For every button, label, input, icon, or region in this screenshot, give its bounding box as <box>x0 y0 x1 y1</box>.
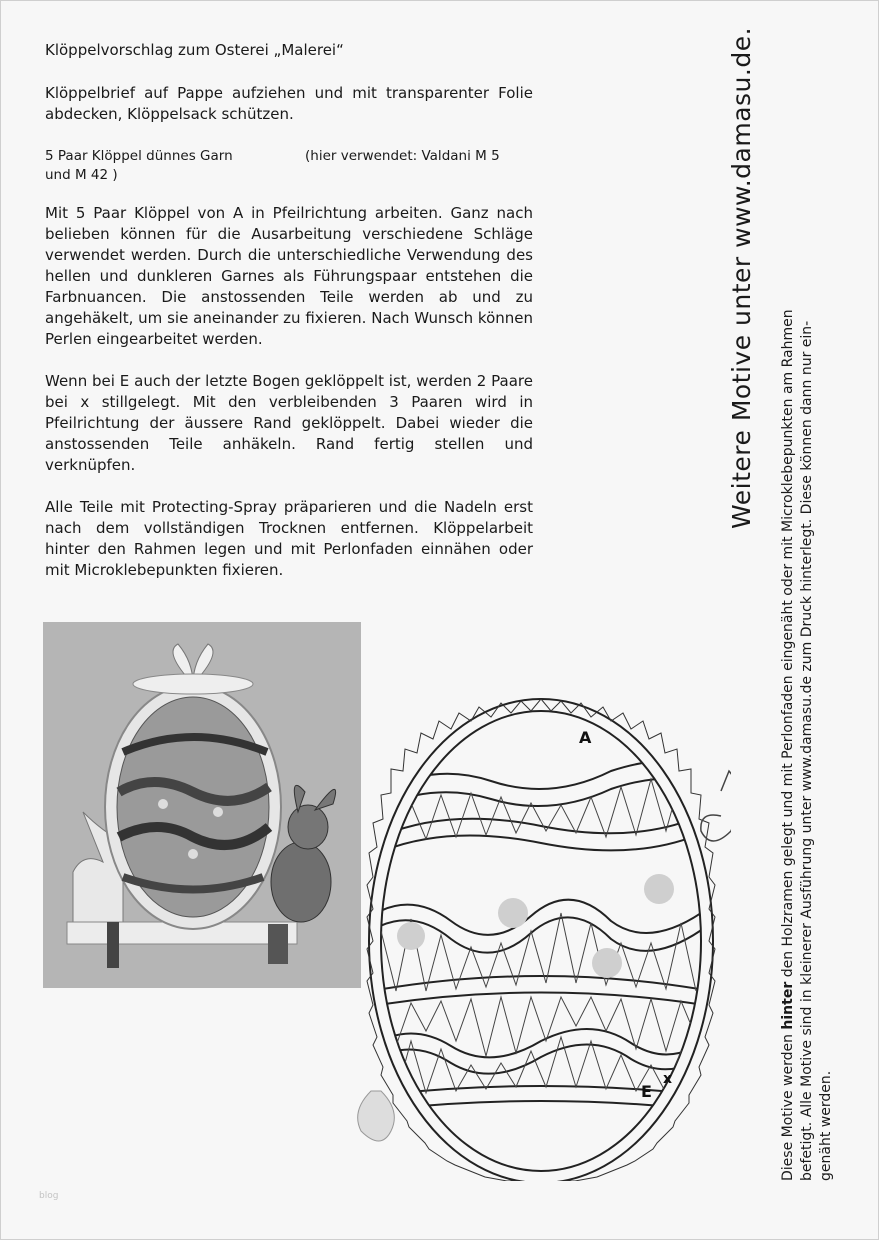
pattern-label-mark: x <box>663 1071 673 1087</box>
pattern-label-start: A <box>579 728 592 747</box>
sidebar-line-2: befetigt. Alle Motive sind in kleinerer Ausführung unter www.damasu.de zum Druck hinterlegt. Diese können dann nur ein- <box>799 320 815 1181</box>
instructions-paragraph-1: Mit 5 Paar Klöppel von A in Pfeilrichtung arbeiten. Ganz nach belieben können für die Ausarbeitung verschiedene Schläge verwendet werden. Durch die unterschiedliche Verwendung des hellen und dunkleren Garnes als Führungspaar entstehen die Farbnuancen. Die anstossenden Teile werden ab und zu angehäkelt, um sie aneinander zu fixieren. Nach Wunsch können Perlen eingearbeitet werden. <box>45 204 533 348</box>
materials-note <box>45 147 533 185</box>
footer-watermark: blog <box>39 1191 59 1201</box>
materials-used-cont: und M 42 ) <box>45 167 118 183</box>
instructions-paragraph-3: Alle Teile mit Protecting-Spray präparieren und die Nadeln erst nach dem vollständigen Trocknen entfernen. Klöppelarbeit hinter den Rahmen legen und mit Perlonfaden einnähen oder mit Microklebepunkten fixieren. <box>45 498 533 579</box>
egg-pattern-drawing <box>351 691 731 1181</box>
materials-pairs: 5 Paar Klöppel dünnes Garn <box>45 148 233 164</box>
egg-frame-photo-image <box>43 622 361 988</box>
sidebar-headline: Weitere Motive unter www.damasu.de. <box>727 26 756 529</box>
document-title: Klöppelvorschlag zum Osterei „Malerei“ <box>45 41 344 59</box>
sidebar-line-1: Diese Motive werden hinter den Holzramen gelegt und mit Perlonfaden eingenäht oder mit Microklebepunkten am Rahmen <box>780 309 796 1181</box>
pattern-label-end: E <box>641 1082 652 1101</box>
lace-pattern-diagram <box>351 691 731 1181</box>
materials-used: (hier verwendet: Valdani M 5 <box>305 148 500 164</box>
intro-paragraph: Klöppelbrief auf Pappe aufziehen und mit transparenter Folie abdecken, Klöppelsack schützen. <box>45 84 533 123</box>
product-photo <box>43 622 361 988</box>
sidebar-line-3: genäht werden. <box>818 1070 834 1181</box>
instructions-paragraph-2: Wenn bei E auch der letzte Bogen geklöppelt ist, werden 2 Paare bei x stillgelegt. Mit den verbleibenden 3 Paaren wird in Pfeilrichtung der äussere Rand geklöppelt. Dabei wieder die anstossenden Teile anhäkeln. Rand fertig stellen und verknüpfen. <box>45 372 533 474</box>
